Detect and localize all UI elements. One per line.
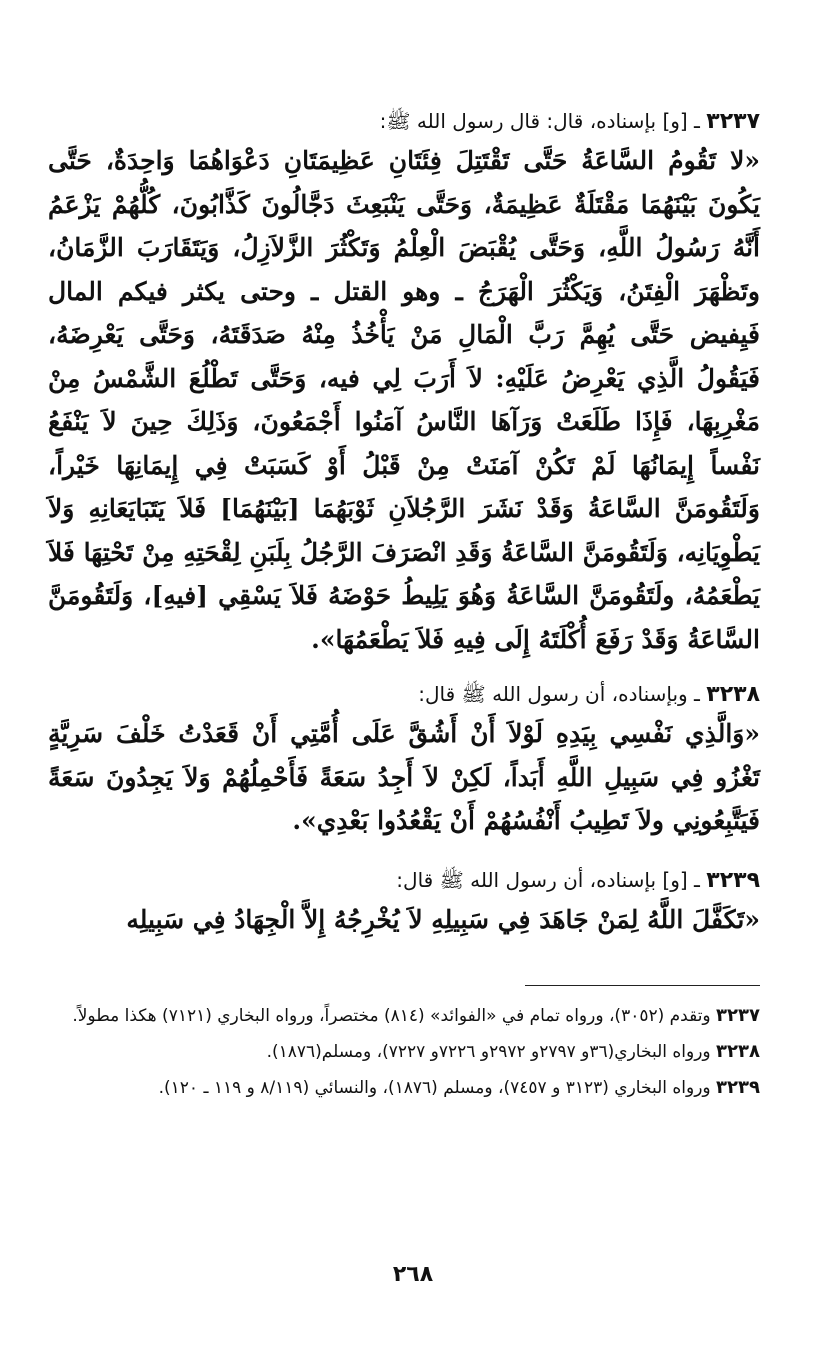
hadith-text-3237: «لا تَقُومُ السَّاعَةُ حَتَّى تَقْتَتِلَ فِئَتَانِ عَظِيمَتَانِ دَعْوَاهُمَا وَاحِدَةٌ، حَتَّى يَكُونَ بَيْنَهُمَا مَقْتَلَةٌ عَظِيمَةٌ، وَحَتَّى يَنْبَعِثَ دَجَّالُونَ كَذَّابُونَ، كُلُّهُمْ يَزْعَمُ أَنَّهُ رَسُولُ اللَّهِ، وَحَتَّى يُقْبَضَ الْعِلْمُ وَتَكْثُرَ الزَّلاَزِلُ، وَيَتَقَارَبَ الزَّمَانُ، وتَظْهَرَ الْفِتَنُ، وَيَكْثُرَ الْهَرَجُ ـ وهو القتل ـ وحتى يكثر فيكم المال فَيِفيض حَتَّى يُهِمَّ رَبَّ الْمَالِ مَنْ يَأْخُذُ مِنْهُ صَدَقَتَهُ، وَحَتَّى يَعْرِضَهُ، فَيَقُولُ الَّذِي يَعْرِضُ عَلَيْهِ: لاَ أَرَبَ لِي فيه، وَحَتَّى تَطْلُعَ الشَّمْسُ مِنْ مَغْرِبِهَا، فَإِذَا طَلَعَتْ وَرَآهَا النَّاسُ آمَنُوا أَجْمَعُونَ، وَذَلِكَ حِينَ لاَ يَنْفَعُ نَفْساً إِيمَانُهَا لَمْ تَكُنْ آمَنَتْ مِنْ قَبْلُ أَوْ كَسَبَتْ فِي إِيمَانِهَا خَيْراً، وَلَتَقُومَنَّ السَّاعَةُ وَقَدْ نَشَرَ الرَّجُلاَنِ ثَوْبَهُمَا [بَيْنَهُمَا] فَلاَ يَتَبَايَعَانِهِ وَلاَ يَطْوِيَانِه، وَلَتَقُومَنَّ السَّاعَةُ وَقَدِ انْصَرَفَ الرَّجُلُ بِلَبَنِ لِقْحَتِهِ مِنْ تَحْتِهَا فَلاَ يَطْعَمُهُ، ولَتَقُومَنَّ السَّاعَةُ وَهُوَ يَلِيطُ حَوْضَهُ فَلاَ يَسْقِي [فيهِ]، وَلَتَقُومَنَّ السَّاعَةُ وَقَدْ رَفَعَ أُكْلَتَهُ إِلَى فِيهِ فَلاَ يَطْعَمُهَا». xyxy=(48,146,761,654)
footnote-number: ٣٢٣٩ xyxy=(716,1077,760,1098)
footnote-text: ورواه البخاري(٣٦و ٢٧٩٧و ٢٩٧٢و ٧٢٢٦و ٧٢٢٧)، ومسلم(١٨٧٦). xyxy=(266,1042,711,1062)
footnote-text: ورواه البخاري (٣١٢٣ و ٧٤٥٧)، ومسلم (١٨٧٦)، والنسائي (٨/١١٩ و ١١٩ ـ ١٢٠). xyxy=(158,1078,711,1098)
hadith-text-3238: «وَالَّذِي نَفْسِي بِيَدِهِ لَوْلاَ أَنْ أَشُقَّ عَلَى أُمَّتِي أَنْ قَعَدْتُ خَلْفَ سَرِيَّةٍ تَغْزُو فِي سَبِيلِ اللَّهِ أَبَداً، لَكِنْ لاَ أَجِدُ سَعَةً فَأَحْمِلُهُمْ وَلاَ يَجِدُونَ سَعَةً فَيَتَّبِعُونِي ولاَ تَطِيبُ أَنْفُسُهُمْ أَنْ يَقْعُدُوا بَعْدِي». xyxy=(48,719,760,835)
footnote-3238 xyxy=(48,1034,760,1070)
hadith-text-3239: «تَكَفَّلَ اللَّهُ لِمَنْ جَاهَدَ فِي سَبِيلِهِ لاَ يُخْرِجُهُ إِلاَّ الْجِهَادُ فِي سَبِيلِه xyxy=(126,904,760,934)
footnote-3237 xyxy=(48,998,760,1034)
footnote-divider xyxy=(525,985,760,986)
hadith-number: ٣٢٣٨ xyxy=(706,682,760,707)
hadith-header-3239 xyxy=(48,863,760,898)
hadith-header-text: ـ وبإسناده، أن رسول الله ﷺ قال: xyxy=(418,682,700,706)
hadith-header-text: ـ [و] بإسناده، أن رسول الله ﷺ قال: xyxy=(396,867,700,892)
hadith-header-3237 xyxy=(48,104,760,139)
page-number: ٢٦٨ xyxy=(392,1262,434,1287)
footnote-text: وتقدم (٣٠٥٢)، ورواه تمام في «الفوائد» (٨١٤) مختصراً، ورواه البخاري (٧١٢١) هكذا مطولاً. xyxy=(72,1006,711,1026)
hadith-header-text: ـ [و] بإسناده، قال: قال رسول الله ﷺ: xyxy=(379,109,700,133)
hadith-number: ٣٢٣٩ xyxy=(706,867,760,893)
footnote-number: ٣٢٣٧ xyxy=(716,1005,760,1026)
hadith-number: ٣٢٣٧ xyxy=(706,109,760,134)
hadith-header-3238 xyxy=(48,677,760,712)
book-page xyxy=(48,104,760,1106)
footnote-3239 xyxy=(48,1070,760,1106)
footnote-number: ٣٢٣٨ xyxy=(716,1041,760,1062)
